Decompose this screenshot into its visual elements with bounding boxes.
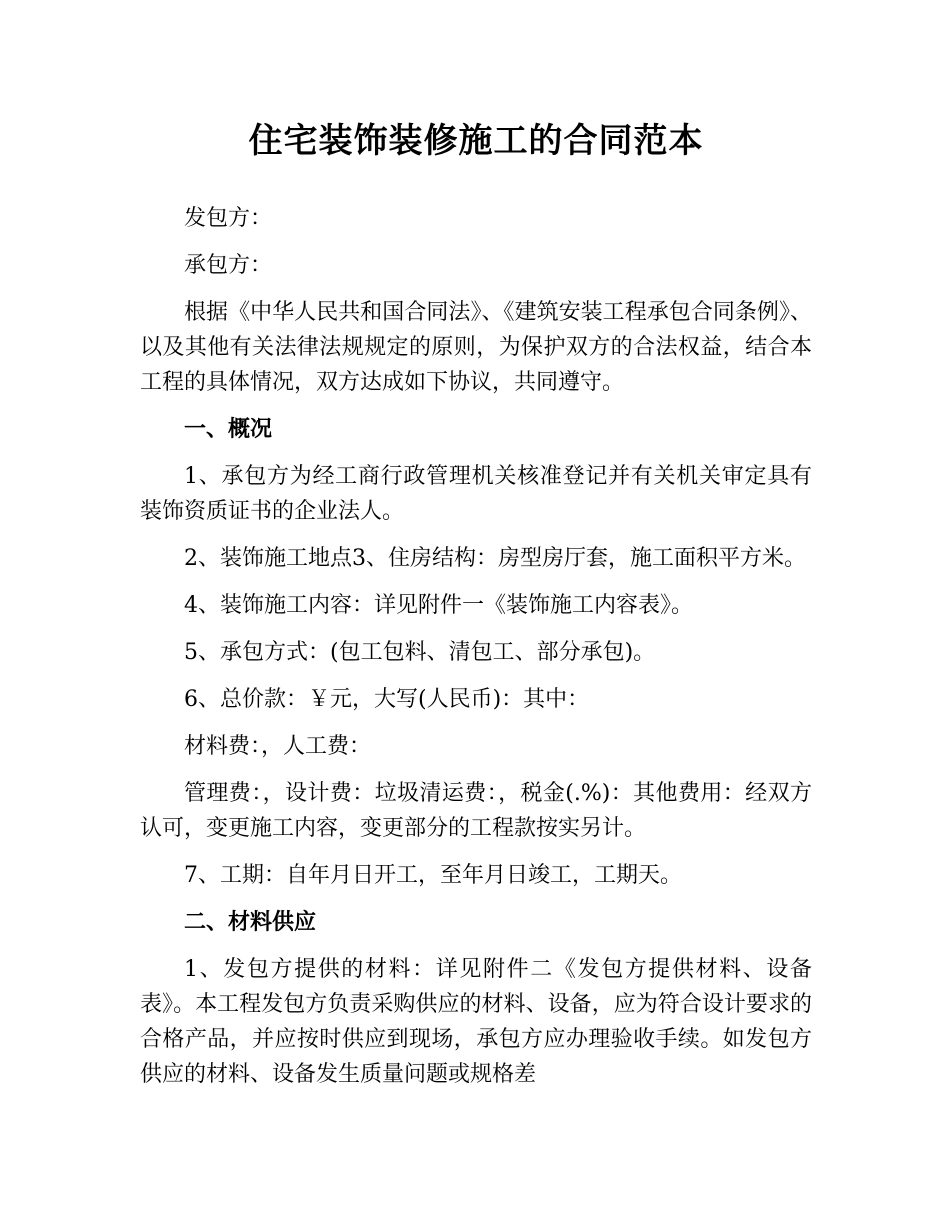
paragraph-employer: 发包方： <box>184 206 273 231</box>
clause-1-4: 4、装饰施工内容：详见附件一《装饰施工内容表》。 <box>184 593 693 618</box>
clause-2-1: 1、发包方提供的材料：详见附件二《发包方提供材料、设备表》。本工程发包方负责采购供应的材料、设备，应为符合设计要求的合格产品，并应按时供应到现场，承包方应办理验收手续。如发包方供应的材料、设备发生质量问题或规格差 <box>140 957 812 1087</box>
clause-1-6-fees: 管理费：，设计费：垃圾清运费：，税金(.%)：其他费用：经双方认可，变更施工内容，变更部分的工程款按实另计。 <box>140 781 812 841</box>
paragraph-contractor: 承包方： <box>184 253 273 278</box>
clause-1-1: 1、承包方为经工商行政管理机关核准登记并有关机关审定具有装饰资质证书的企业法人。 <box>140 464 812 524</box>
clause-1-2: 2、装饰施工地点3、住房结构：房型房厅套，施工面积平方米。 <box>184 546 806 571</box>
clause-1-6: 6、总价款：￥元，大写(人民币)：其中： <box>184 687 590 712</box>
document-title: 住宅装饰装修施工的合同范本 <box>248 121 704 161</box>
clause-1-6-material-labor: 材料费：，人工费： <box>184 734 372 759</box>
document-body <box>140 201 812 1104</box>
clause-1-7: 7、工期：自年月日开工，至年月日竣工，工期天。 <box>184 863 682 888</box>
section-heading-overview: 一、概况 <box>184 417 273 442</box>
section-heading-materials: 二、材料供应 <box>184 910 317 935</box>
clause-1-5: 5、承包方式：(包工包料、清包工、部分承包)。 <box>184 640 656 665</box>
paragraph-preamble: 根据《中华人民共和国合同法》、《建筑安装工程承包合同条例》、以及其他有关法律法规规定的原则，为保护双方的合法权益，结合本工程的具体情况，双方达成如下协议，共同遵守。 <box>140 300 812 395</box>
